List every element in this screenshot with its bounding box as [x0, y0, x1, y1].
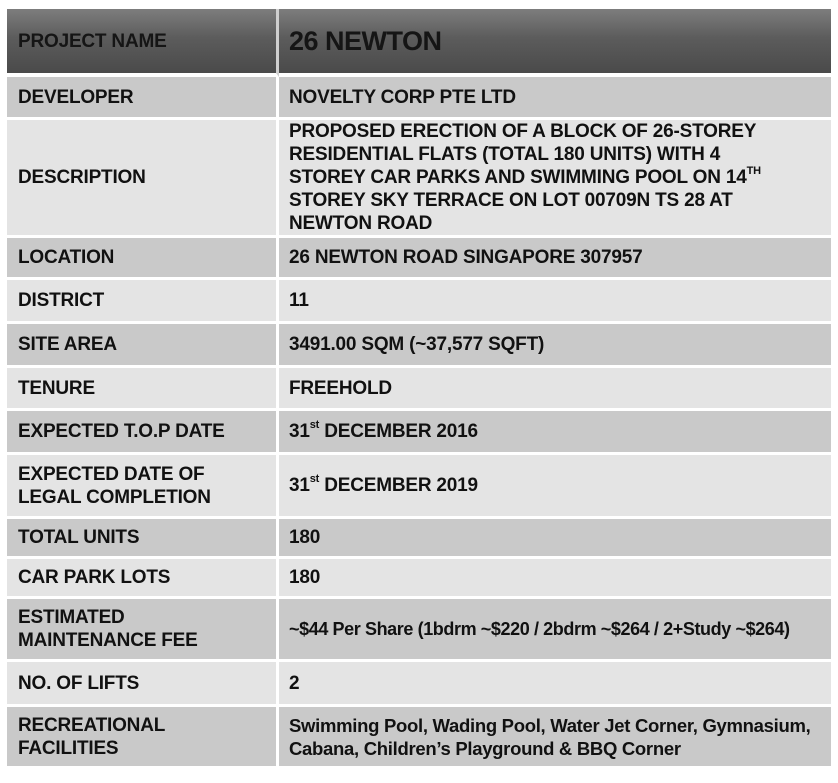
total-units-label: TOTAL UNITS — [7, 519, 279, 559]
legal-completion-month-year: DECEMBER 2019 — [319, 475, 478, 496]
maintenance-fee-label: ESTIMATED MAINTENANCE FEE — [7, 599, 279, 662]
project-name-value: 26 NEWTON — [279, 9, 831, 77]
car-park-lots-label: CAR PARK LOTS — [7, 559, 279, 599]
top-date-value — [279, 411, 831, 455]
tenure-value: FREEHOLD — [279, 368, 831, 411]
facilities-value: Swimming Pool, Wading Pool, Water Jet Corner, Gymnasium, Cabana, Children’s Playground & BBQ Corner — [279, 707, 831, 769]
location-label: LOCATION — [7, 238, 279, 280]
legal-completion-label: EXPECTED DATE OF LEGAL COMPLETION — [7, 455, 279, 519]
district-row — [7, 280, 831, 324]
description-row — [7, 120, 831, 238]
total-units-row — [7, 519, 831, 559]
site-area-label: SITE AREA — [7, 324, 279, 368]
tenure-label: TENURE — [7, 368, 279, 411]
top-date-row — [7, 411, 831, 455]
legal-completion-value — [279, 455, 831, 519]
project-name-label: PROJECT NAME — [7, 9, 279, 77]
lifts-label: NO. OF LIFTS — [7, 662, 279, 707]
maintenance-fee-row — [7, 599, 831, 662]
car-park-lots-row — [7, 559, 831, 599]
district-label: DISTRICT — [7, 280, 279, 324]
description-value — [279, 120, 831, 238]
developer-value: NOVELTY CORP PTE LTD — [279, 77, 831, 120]
maintenance-fee-value: ~$44 Per Share (1bdrm ~$220 / 2bdrm ~$264 / 2+Study ~$264) — [279, 599, 831, 662]
site-area-row — [7, 324, 831, 368]
location-value: 26 NEWTON ROAD SINGAPORE 307957 — [279, 238, 831, 280]
lifts-row — [7, 662, 831, 707]
project-details-table — [7, 9, 831, 769]
district-value: 11 — [279, 280, 831, 324]
top-date-label: EXPECTED T.O.P DATE — [7, 411, 279, 455]
description-text-part2: STOREY SKY TERRACE ON LOT 00709N TS 28 AT NEWTON ROAD — [289, 190, 733, 234]
facilities-row — [7, 707, 831, 769]
top-date-day: 31 — [289, 421, 310, 442]
lifts-value: 2 — [279, 662, 831, 707]
location-row — [7, 238, 831, 280]
developer-row — [7, 77, 831, 120]
car-park-lots-value: 180 — [279, 559, 831, 599]
legal-completion-day: 31 — [289, 475, 310, 496]
project-info-sheet — [7, 9, 831, 769]
total-units-value: 180 — [279, 519, 831, 559]
top-date-day-suffix: st — [309, 418, 320, 431]
top-date-month-year: DECEMBER 2016 — [319, 421, 478, 442]
tenure-row — [7, 368, 831, 411]
header-row — [7, 9, 831, 77]
description-label: DESCRIPTION — [7, 120, 279, 238]
legal-completion-row — [7, 455, 831, 519]
legal-completion-day-suffix: st — [309, 472, 320, 485]
site-area-value: 3491.00 SQM (~37,577 SQFT) — [279, 324, 831, 368]
description-text-part1: PROPOSED ERECTION OF A BLOCK OF 26-STOREY RESIDENTIAL FLATS (TOTAL 180 UNITS) WITH 4 STOREY CAR PARKS AND SWIMMING POOL ON 14 — [289, 121, 756, 188]
description-ordinal-suffix: TH — [746, 164, 761, 177]
developer-label: DEVELOPER — [7, 77, 279, 120]
facilities-label: RECREATIONAL FACILITIES — [7, 707, 279, 769]
